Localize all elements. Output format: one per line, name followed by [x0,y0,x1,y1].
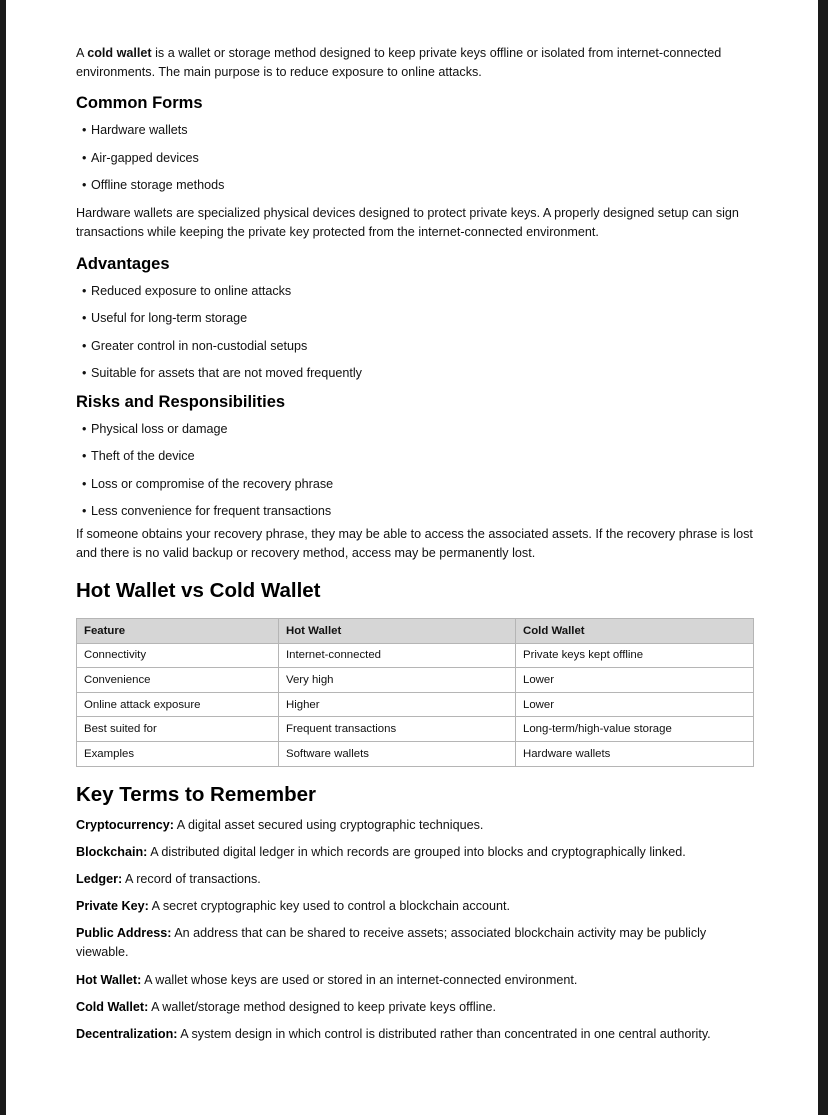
table-header-cell: Hot Wallet [279,619,516,644]
table-cell: Hardware wallets [516,741,754,766]
table-cell: Lower [516,668,754,693]
table-cell: Online attack exposure [77,692,279,717]
table-cell: Software wallets [279,741,516,766]
advantages-list [76,282,762,384]
table-cell: Internet-connected [279,643,516,668]
common-forms-heading: Common Forms [76,94,203,112]
key-term: Private Key: A secret cryptographic key used to control a blockchain account. [76,899,511,914]
list-item: • Physical loss or damage [82,421,228,436]
key-term: Blockchain: A distributed digital ledger in which records are grouped into blocks and cryptographically linked. [76,844,686,859]
table-cell: Best suited for [77,717,279,742]
risks-heading: Risks and Responsibilities [76,392,286,411]
comparison-table [76,618,754,767]
key-term: Hot Wallet: A wallet whose keys are used or stored in an internet-connected environment. [76,972,578,987]
list-item: • Reduced exposure to online attacks [82,283,292,298]
table-row [77,643,754,668]
table-cell: Long-term/high-value storage [516,717,754,742]
hardware-wallets-paragraph: Hardware wallets are specialized physical devices designed to protect private keys. A properly designed setup can sign transactions while keeping the private key protected from the internet-connected environment. [76,205,739,239]
intro-prefix: A [76,46,88,60]
intro-term: cold wallet [87,46,152,60]
key-term: Cryptocurrency: A digital asset secured using cryptographic techniques. [76,817,484,832]
table-cell: Private keys kept offline [516,643,754,668]
list-item: • Offline storage methods [82,178,225,192]
key-term: Ledger: A record of transactions. [76,871,261,886]
list-item: • Less convenience for frequent transactions [82,504,332,518]
key-term: Decentralization: A system design in which control is distributed rather than concentrated in one central authority. [76,1026,711,1041]
intro-paragraph [76,44,762,82]
document-page [6,0,818,1115]
intro-text: is a wallet or storage method designed to keep private keys offline or isolated from internet-connected environments. The main purpose is to reduce exposure to online attacks. [76,46,722,79]
table-cell: Very high [279,668,516,693]
table-header-row [77,619,754,644]
table-cell: Lower [516,692,754,717]
table-row [77,717,754,742]
key-term: Cold Wallet: A wallet/storage method designed to keep private keys offline. [76,999,497,1014]
table-cell: Frequent transactions [279,717,516,742]
table-row [77,692,754,717]
comparison-heading: Hot Wallet vs Cold Wallet [76,579,321,602]
table-header-cell: Cold Wallet [516,619,754,644]
recovery-phrase-paragraph: If someone obtains your recovery phrase, they may be able to access the associated assets. If the recovery phrase is lost and there is no valid backup or recovery method, access may be permanently lost. [76,527,753,560]
list-item: • Theft of the device [82,449,195,463]
table-cell: Higher [279,692,516,717]
key-terms-heading: Key Terms to Remember [76,782,317,806]
risks-list [76,420,762,522]
list-item: • Greater control in non-custodial setups [82,338,308,353]
advantages-heading: Advantages [76,254,170,273]
table-header-cell: Feature [77,619,279,644]
key-term: Public Address: An address that can be shared to receive assets; associated blockchain activity may be publicly viewable. [76,926,707,960]
table-cell: Convenience [77,668,279,693]
list-item: • Air-gapped devices [82,150,199,165]
list-item: • Suitable for assets that are not moved frequently [82,366,362,380]
common-forms-list [76,121,762,195]
list-item: • Useful for long-term storage [82,311,248,325]
document-content [76,44,762,1052]
list-item: • Loss or compromise of the recovery phrase [82,476,334,491]
key-terms-list [76,816,762,1044]
list-item: • Hardware wallets [82,123,188,137]
table-row [77,668,754,693]
table-row [77,741,754,766]
table-cell: Connectivity [77,643,279,668]
table-cell: Examples [77,741,279,766]
